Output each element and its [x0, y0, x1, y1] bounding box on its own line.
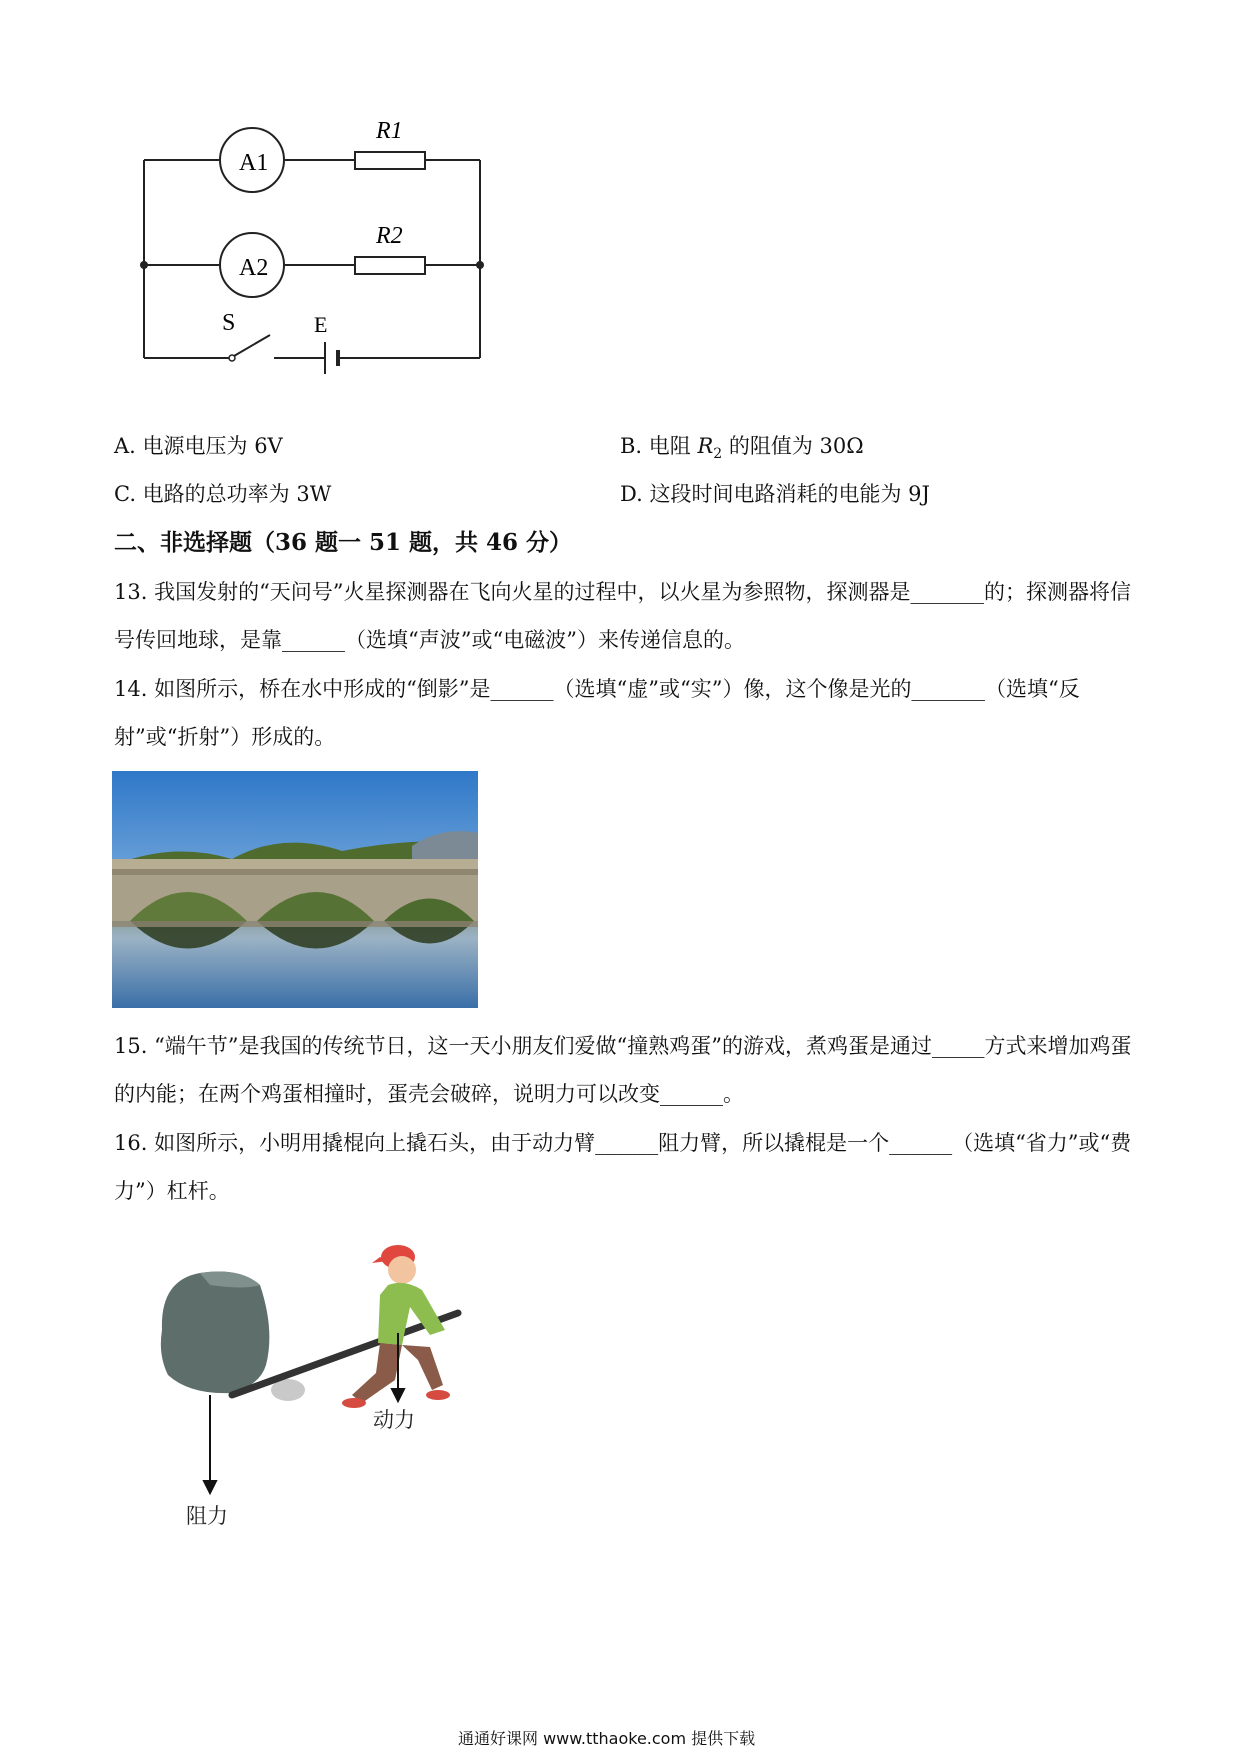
- ammeter-2-label: A2: [239, 255, 269, 281]
- switch-contact: [229, 355, 235, 361]
- resistor-2-label: R2: [376, 223, 403, 249]
- question-15: 15. “端午节”是我国的传统节日，这一天小朋友们爱做“撞熟鸡蛋”的游戏，煮鸡蛋是通过_____方式来增加鸡蛋的内能；在两个鸡蛋相撞时，蛋壳会破碎，说明力可以改变______。: [114, 1034, 1132, 1106]
- option-d: D. 这段时间电路消耗的电能为 9J: [620, 482, 930, 506]
- resistor-1-label: R1: [376, 118, 403, 144]
- option-b-prefix: B. 电阻: [620, 434, 698, 458]
- question-16: 16. 如图所示，小明用撬棍向上撬石头，由于动力臂______阻力臂，所以撬棍是一个______（选填“省力”或“费力”）杠杆。: [114, 1131, 1132, 1203]
- circuit-diagram: [130, 110, 490, 380]
- question-13: 13. 我国发射的“天问号”火星探测器在飞向火星的过程中，以火星为参照物，探测器是_______的；探测器将信号传回地球，是靠______（选填“声波”或“电磁波”）来传递信息的。: [114, 580, 1132, 652]
- source-label: E: [314, 312, 328, 337]
- option-b-suffix: 的阻值为 30Ω: [722, 434, 864, 458]
- junction-left: [140, 261, 148, 269]
- boy-figure: [342, 1245, 450, 1408]
- junction-right: [476, 261, 484, 269]
- resistance-label: 阻力: [186, 1504, 228, 1528]
- bridge-reflection-photo: [112, 771, 478, 1008]
- section-heading: 二、非选择题（36 题一 51 题，共 46 分）: [114, 529, 573, 556]
- option-b-var: R: [697, 434, 714, 458]
- rock: [161, 1272, 270, 1394]
- ammeter-1: [220, 128, 284, 192]
- ammeter-2: [220, 233, 284, 297]
- resistor-2: [355, 257, 425, 274]
- ammeter-1-label: A1: [239, 150, 269, 176]
- resistor-1: [355, 152, 425, 169]
- option-b: [620, 431, 864, 469]
- option-c: C. 电路的总功率为 3W: [114, 482, 332, 506]
- switch-label: S: [222, 310, 236, 336]
- battery: [325, 342, 338, 374]
- effort-label: 动力: [373, 1408, 415, 1432]
- footer-text: 通通好课网 www.tthaoke.com 提供下载: [458, 1729, 756, 1748]
- question-14: 14. 如图所示，桥在水中形成的“倒影”是______（选填“虚”或“实”）像，这个像是光的_______（选填“反射”或“折射”）形成的。: [114, 677, 1080, 749]
- option-a: A. 电源电压为 6V: [114, 434, 283, 458]
- lever-figure: [140, 1235, 520, 1565]
- option-b-sub: 2: [713, 446, 723, 463]
